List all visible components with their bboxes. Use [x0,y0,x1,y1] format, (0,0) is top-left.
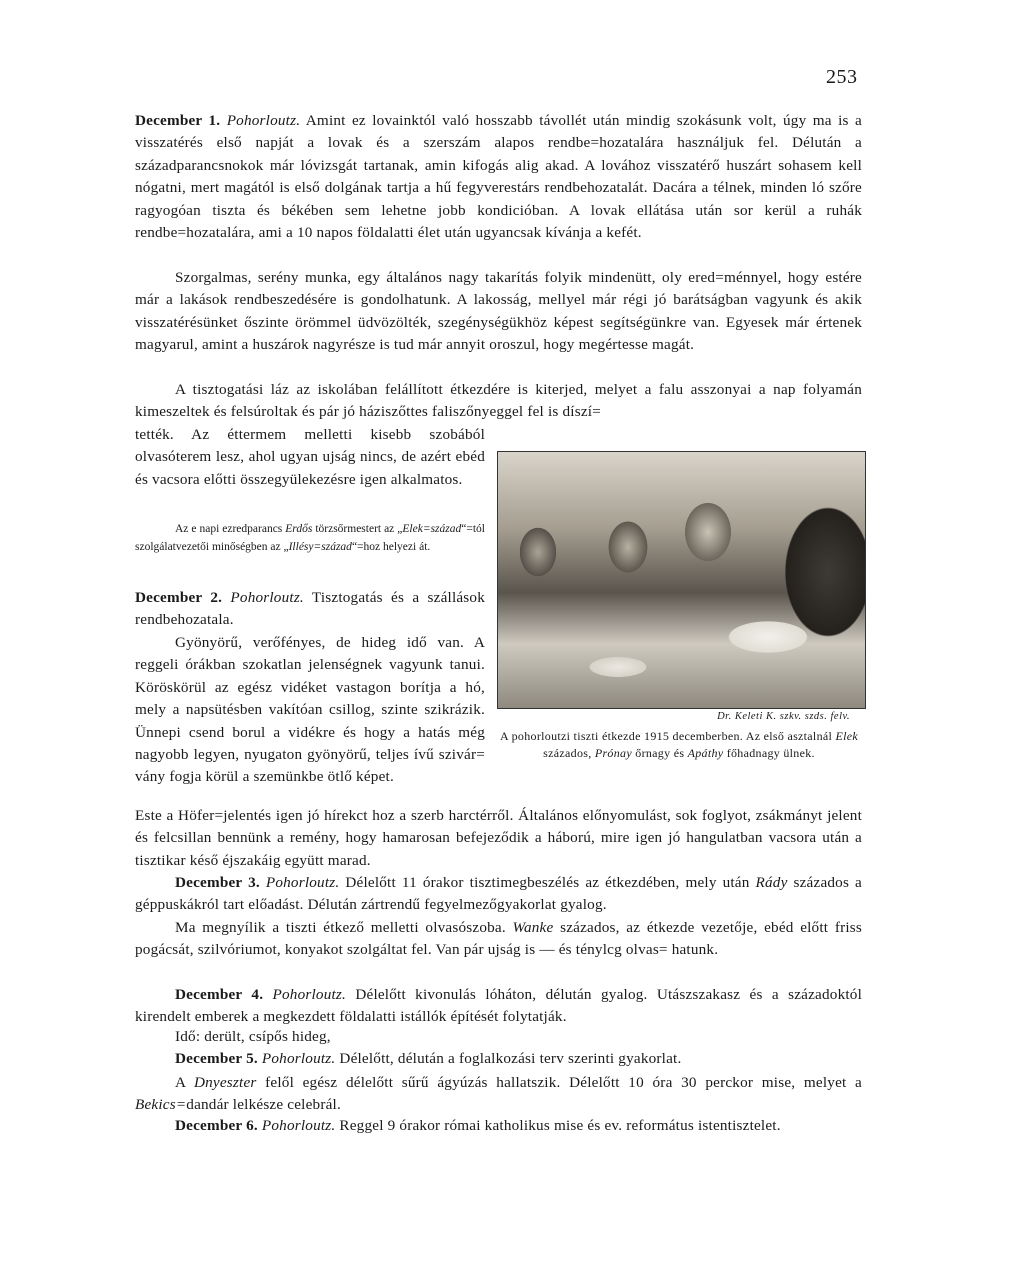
paragraph-weather: Idő: derült, csípős hideg, [175,1028,331,1045]
entry-december-6 [135,1115,862,1137]
entry-text: Délelőtt kivonulás lóháton, délután gyalog. Utászszakasz és a századoktól kirendelt emberek a megkezdett földalatti istállók építését folytatják. [135,986,862,1026]
entry-date: December 4. [175,986,264,1003]
paragraph-reading-room: tették. Az éttermem melletti kisebb szobából olvasóterem lesz, ahol ugyan ujság nincs, de azért ebéd és vacsora előtti összegyülekezésre igen alkalmatos. [135,426,485,488]
entry-text: Reggel 9 órakor római katholikus mise és ev. református istentisztelet. [335,1117,781,1134]
photo-caption: A pohorloutzi tiszti étkezde 1915 decemberben. Az első asztalnál Elek százados, Prónay őrnagy és Apáthy főhadnagy ülnek. [500,729,858,760]
entry-place: Pohorloutz. [261,1117,336,1134]
entry-date: December 2. [135,589,223,606]
photo-credit: Dr. Keleti K. szkv. szds. felv. [717,711,850,722]
paragraph-cleaning: Szorgalmas, serény munka, egy általános nagy takarítás folyik mindenütt, oly ered=ménnyel, hogy estére már a lakások rendbeszedésére is gondolhatunk. A lakosság, mellyel már régi jó barátságban vagyunk és akik visszatérésünket őszinte örömmel üdvözölték, szegénységükhöz képest segítségünkre van. Egyesek már értenek magyarul, amint a huszárok nagyrésze is tud már annyit oroszul, hogy megértesse magát. [135,269,862,354]
entry-place: Pohorloutz. [265,874,340,891]
paragraph-dining-hall: A tisztogatási láz az iskolában felállított étkezdére is kiterjed, melyet a falu asszonyai a nap folyamán kimeszeltek és felsúroltak és pár jó háziszőttes faliszőnyeggel fel is díszí= [135,381,862,421]
entry-december-2 [135,587,485,632]
entry-date: December 5. [175,1050,258,1067]
entry-december-3: December 3. Pohorloutz. Délelőtt 11 órakor tisztimegbeszélés az étkezdében, mely után Rády százados a géppuskákról tart előadást. Délután zártrendű fegyelmezőgyakorlat gyalog. [135,874,862,914]
entry-place: Pohorloutz. [226,112,301,129]
paragraph-artillery-mass: A Dnyeszter felől egész délelőtt sűrű ágyúzás hallatszik. Délelőtt 10 óra 30 perckor mise, melyet a Bekics=dandár lelkésze celebrál. [135,1074,862,1114]
entry-date: December 3. [175,874,260,891]
entry-text: Délelőtt, délután a foglalkozási terv szerinti gyakorlat. [335,1050,682,1067]
officers-mess-photo [497,451,866,709]
entry-text: Tisztogatás és a szállások rendbehozatala. [135,589,485,629]
entry-place: Pohorloutz. [272,986,347,1003]
entry-text: Amint ez lovainktól való hosszabb távollét után mindig szokásunk volt, úgy ma is a visszatérés első napját a lovak és a szerszám alapos rendbe=hozatalára használjuk fel. Délután a századparancsnokok már lóvizsgát tartanak, amin kifogás alig akad. A lovához visszatérő huszárt sohasem kell nógatni, mert magától is első dolgának tartja a hű fegyverestárs rendbehozatalát. Dacára a télnek, minden ló szőre ragyogóan tiszta és békében sem lehetne jobb kondicióban. A lovak ellátása után sor kerül a ruhák rendbe=hozatalára, ami a 10 napos földalatti élet után ugyancsak kívánja a kefét. [135,112,862,242]
paragraph-evening-report: Este a Höfer=jelentés igen jó hírekct hoz a szerb harctérről. Általános előnyomulást, sok foglyot, zsákmányt jelent és felcsillan bennünk a remény, hogy hamarosan befejeződik a háború, mire igen jó hangulatban vacsora után a tisztikar késő éjszakáig együtt marad. [135,807,862,869]
entry-date: December 1. [135,112,221,129]
regimental-order-note: Az e napi ezredparancs Erdős törzsőrmestert az „Elek=század“=tól szolgálatvezetői minőségben az „Illésy=század“=hoz helyezi át. [135,523,485,553]
entry-place: Pohorloutz. [230,589,304,606]
entry-place: Pohorloutz. [261,1050,336,1067]
entry-date: December 6. [175,1117,258,1134]
entry-december-1 [135,110,862,244]
entry-december-4 [135,984,862,1029]
paragraph-reading-room-opens: Ma megnyílik a tiszti étkező melletti olvasószoba. Wanke százados, az étkezde vezetője, ebéd előtt friss pogácsát, szilvóriumot, konyakot szolgáltat fel. Van pár ujság is — és ténylcg olvas= hatunk. [135,919,862,959]
page-number: 253 [826,66,858,88]
paragraph-winter-morning: Gyönyörű, verőfényes, de hideg idő van. A reggeli órákban szokatlan jelenségnek vagyunk tanui. Köröskörül az egész vidéket vastagon borítja a hó, mely a napsütésben vakítóan csillog, szinte szikrázik. Ünnepi csend borul a vidékre és hogy a hatás még nagyobb legyen, nyugaton gyönyörű, teljes ívű szivár= vány fogja körül a szemünkbe ötlő képet. [135,634,485,786]
entry-december-5 [135,1048,862,1070]
